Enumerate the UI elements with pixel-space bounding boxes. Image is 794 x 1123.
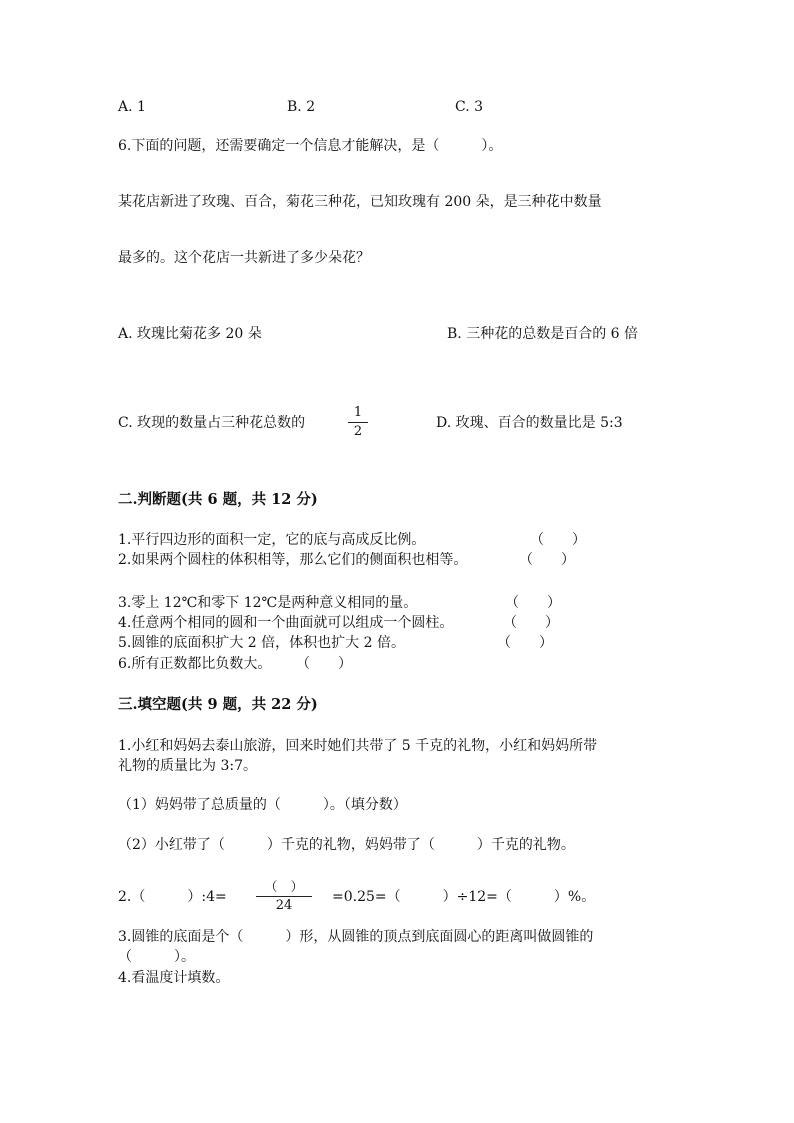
fill-q4: 4.看温度计填数。 <box>118 970 230 986</box>
q6-option-c-fraction <box>348 406 368 439</box>
fraction-bar <box>256 896 312 897</box>
judge-item-4: 4.任意两个相同的圆和一个曲面就可以组成一个圆柱。 <box>118 615 454 631</box>
judge-item-3-answer[interactable]: （ ） <box>505 595 561 611</box>
fraction-numerator[interactable]: （ ） <box>264 880 304 895</box>
fraction-denominator: 2 <box>353 424 363 439</box>
q5-option-c: C. 3 <box>455 99 484 115</box>
q6-option-a: A. 玫瑰比菊花多 20 朵 <box>118 326 262 342</box>
fraction-bar <box>348 422 368 423</box>
fill-q2-suffix: =0.25=（ ）÷12=（ ）%。 <box>332 889 596 905</box>
fill-q1-sub2: （2）小红带了（ ）千克的礼物，妈妈带了（ ）千克的礼物。 <box>118 837 575 853</box>
fill-q1-sub1: （1）妈妈带了总质量的（ ）。（填分数） <box>118 797 407 813</box>
fill-q1-line2: 礼物的质量比为 3:7。 <box>118 758 257 774</box>
section2-title: 二.判断题(共 6 题，共 12 分) <box>118 491 318 508</box>
q6-option-d: D. 玫瑰、百合的数量比是 5:3 <box>436 415 623 431</box>
judge-item-2-answer[interactable]: （ ） <box>519 552 575 568</box>
fraction-numerator: 1 <box>353 405 363 420</box>
q5-option-b: B. 2 <box>287 99 316 115</box>
q6-text-line2: 最多的。这个花店一共新进了多少朵花？ <box>118 250 370 266</box>
q6-option-c: C. 玫现的数量占三种花总数的 <box>118 415 306 431</box>
q6-text-line1: 某花店新进了玫瑰、百合，菊花三种花，已知玫瑰有 200 朵，是三种花中数量 <box>118 194 602 210</box>
judge-item-2: 2.如果两个圆柱的体积相等，那么它们的侧面积也相等。 <box>118 552 468 568</box>
section3-title: 三.填空题(共 9 题，共 22 分) <box>118 696 318 713</box>
fill-q2-prefix: 2.（ ）:4= <box>118 889 227 905</box>
judge-item-1-answer[interactable]: （ ） <box>530 532 586 548</box>
fill-q2-fraction <box>256 881 312 913</box>
q6-stem: 6.下面的问题，还需要确定一个信息才能解决，是（ ）。 <box>118 138 503 154</box>
fill-q3-line2: （ ）。 <box>118 949 195 965</box>
judge-item-5-answer[interactable]: （ ） <box>497 635 553 651</box>
fraction-denominator: 24 <box>275 898 293 913</box>
judge-item-1: 1.平行四边形的面积一定，它的底与高成反比例。 <box>118 532 426 548</box>
q5-option-a: A. 1 <box>118 99 146 115</box>
fill-q3-line1: 3.圆锥的底面是个（ ）形，从圆锥的顶点到底面圆心的距离叫做圆锥的 <box>118 929 594 945</box>
judge-item-3: 3.零上 12℃和零下 12℃是两种意义相同的量。 <box>118 595 418 611</box>
fill-q1-line1: 1.小红和妈妈去泰山旅游，回来时她们共带了 5 千克的礼物，小红和妈妈所带 <box>118 738 598 754</box>
judge-item-6-answer[interactable]: （ ） <box>296 656 352 672</box>
q6-option-b: B. 三种花的总数是百合的 6 倍 <box>447 326 638 342</box>
judge-item-4-answer[interactable]: （ ） <box>503 615 559 631</box>
judge-item-6: 6.所有正数都比负数大。 <box>118 656 272 672</box>
judge-item-5: 5.圆锥的底面积扩大 2 倍，体积也扩大 2 倍。 <box>118 635 405 651</box>
